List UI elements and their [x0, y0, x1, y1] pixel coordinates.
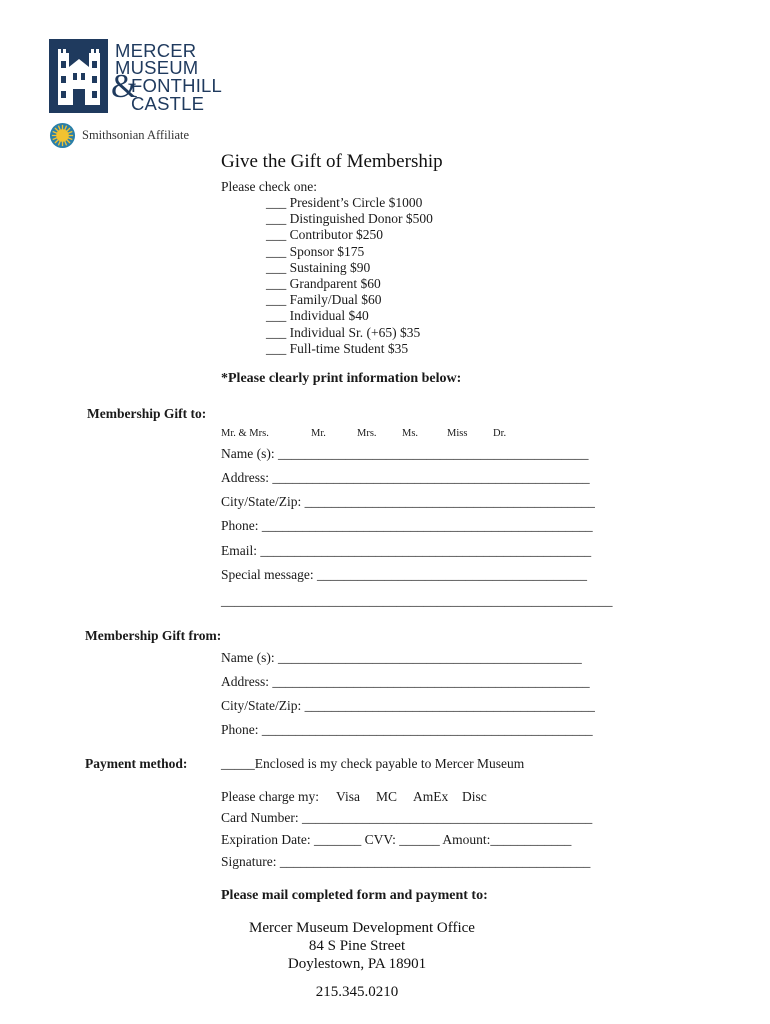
mail-note: Please mail completed form and payment to:: [221, 888, 488, 903]
salutation-miss[interactable]: Miss: [447, 428, 468, 439]
expiration-cvv-amount-field[interactable]: Expiration Date: _______ CVV: ______ Amount:____________: [221, 832, 572, 847]
page-title: Give the Gift of Membership: [221, 151, 443, 172]
gift-from-address-field[interactable]: Address: _______________________________________________: [221, 674, 590, 689]
mail-phone: 215.345.0210: [315, 984, 399, 1000]
salutation-ms[interactable]: Ms.: [402, 428, 419, 439]
castle-logo-icon: [49, 39, 108, 113]
print-note: *Please clearly print information below:: [221, 371, 462, 386]
logo-line-fonthill: FONTHILL: [131, 75, 223, 96]
logo-line-castle: CASTLE: [131, 93, 205, 114]
salutation-mr-mrs[interactable]: Mr. & Mrs.: [221, 428, 269, 439]
level-option[interactable]: ___ President’s Circle $1000: [266, 195, 423, 210]
card-option-visa[interactable]: Visa: [336, 789, 360, 804]
gift-to-email-field[interactable]: Email: _________________________________________________: [221, 543, 592, 558]
level-option[interactable]: ___ Sustaining $90: [266, 259, 371, 275]
gift-from-name-field[interactable]: Name (s): _____________________________________________: [221, 650, 582, 665]
logo-ampersand: &: [111, 68, 138, 105]
gift-to-phone-field[interactable]: Phone: _________________________________________________: [221, 518, 593, 533]
level-option[interactable]: ___ Contributor $250: [266, 227, 383, 243]
level-option[interactable]: ___ Grandparent $60: [266, 276, 381, 292]
check-payment-option[interactable]: _____Enclosed is my check payable to Mercer Museum: [221, 756, 525, 771]
logo-line-museum: MUSEUM: [115, 57, 199, 78]
check-prompt: Please check one:: [221, 179, 317, 194]
mail-address-line-3: Doylestown, PA 18901: [287, 956, 427, 972]
special-message-field[interactable]: Special message: ________________________________________: [221, 567, 587, 582]
gift-to-city-field[interactable]: City/State/Zip: ___________________________________________: [221, 494, 595, 509]
salutation-mrs[interactable]: Mrs.: [357, 428, 377, 439]
level-option[interactable]: ___ Full-time Student $35: [266, 340, 409, 356]
level-option[interactable]: ___ Individual $40: [266, 308, 369, 324]
salutation-mr[interactable]: Mr.: [311, 428, 326, 439]
card-option-amex[interactable]: AmEx: [413, 789, 449, 804]
gift-to-address-field[interactable]: Address: _______________________________________________: [221, 470, 590, 485]
membership-level-list: [266, 195, 433, 357]
gift-to-label: Membership Gift to:: [87, 406, 207, 421]
smithsonian-sun-icon: [49, 122, 76, 149]
gift-from-city-field[interactable]: City/State/Zip: ___________________________________________: [221, 698, 595, 713]
card-option-mc[interactable]: MC: [376, 789, 398, 804]
level-option[interactable]: ___ Distinguished Donor $500: [266, 211, 433, 227]
special-message-line-2[interactable]: __________________________________________________________: [221, 593, 613, 608]
gift-from-phone-field[interactable]: Phone: _________________________________________________: [221, 722, 593, 737]
signature-field[interactable]: Signature: ______________________________________________: [221, 854, 591, 869]
smithsonian-affiliate-label: Smithsonian Affiliate: [82, 128, 190, 142]
logo-line-mercer: MERCER: [115, 40, 197, 61]
salutation-dr[interactable]: Dr.: [493, 428, 507, 439]
card-number-field[interactable]: Card Number: ___________________________________________: [221, 810, 593, 825]
level-option[interactable]: ___ Family/Dual $60: [266, 292, 382, 308]
mail-address-line-2: 84 S Pine Street: [308, 938, 406, 954]
charge-prompt: Please charge my:: [221, 789, 319, 804]
card-option-disc[interactable]: Disc: [462, 789, 487, 804]
level-option[interactable]: ___ Individual Sr. (+65) $35: [266, 324, 421, 340]
payment-method-label: Payment method:: [85, 756, 188, 771]
level-option[interactable]: ___ Sponsor $175: [266, 243, 365, 259]
gift-to-name-field[interactable]: Name (s): ______________________________________________: [221, 446, 589, 461]
mail-address-line-1: Mercer Museum Development Office: [249, 920, 475, 936]
gift-from-label: Membership Gift from:: [85, 628, 222, 643]
